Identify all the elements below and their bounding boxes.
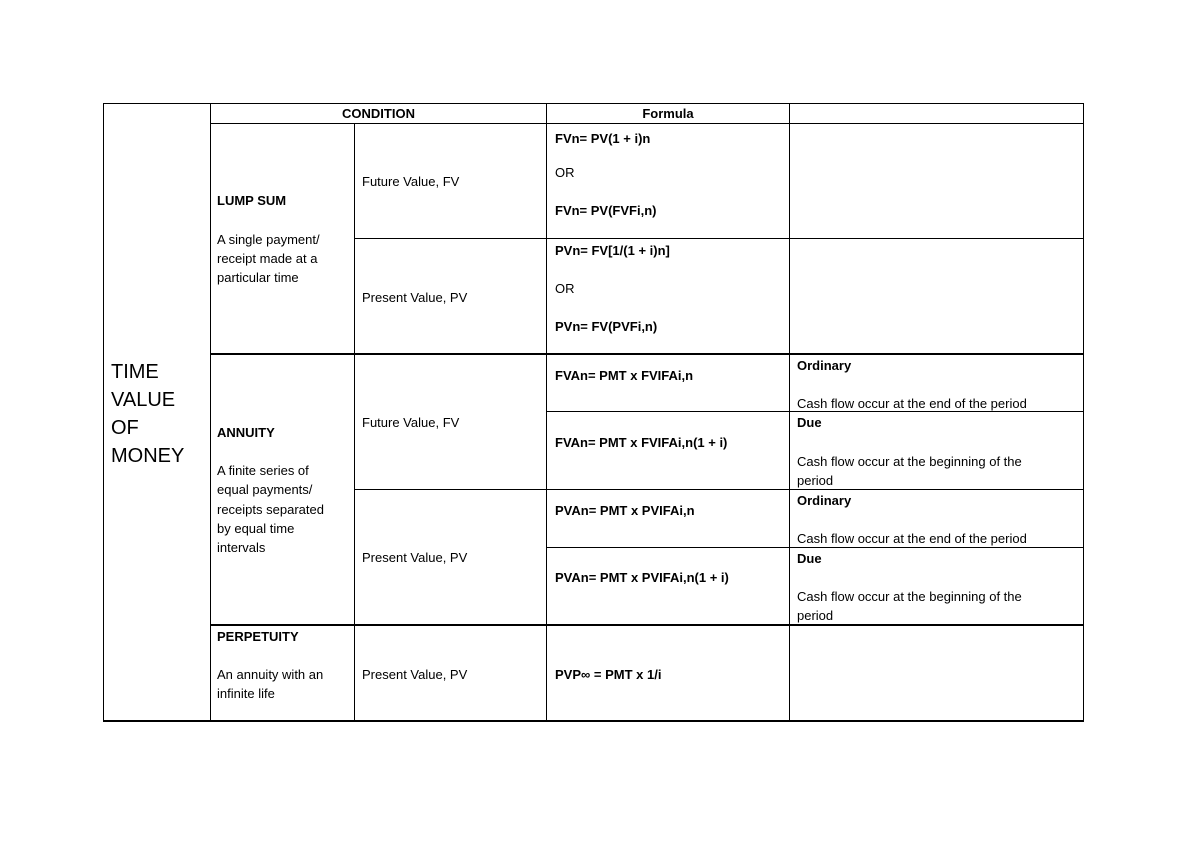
perpetuity-formula: PVP∞ = PMT x 1/i — [555, 667, 662, 682]
annuity-desc-2: equal payments/ — [217, 482, 313, 497]
lump-sum-pv-formula-a: PVn= FV[1/(1 + i)n] — [555, 243, 670, 258]
lump-sum-pv-label: Present Value, PV — [362, 290, 468, 305]
annuity-desc-1: A finite series of — [217, 463, 309, 478]
annuity-title: ANNUITY — [217, 425, 275, 440]
pv-due-desc-2: period — [797, 608, 834, 623]
lump-sum-desc-2: receipt made at a — [217, 251, 318, 266]
pv-ordinary-desc: Cash flow occur at the end of the period — [797, 531, 1027, 546]
perpetuity-desc-2: infinite life — [217, 686, 275, 701]
perpetuity-title: PERPETUITY — [217, 629, 299, 644]
lump-sum-fv-formula-a: FVn= PV(1 + i)n — [555, 131, 651, 146]
lump-sum-fv-label: Future Value, FV — [362, 174, 460, 189]
lump-sum-pv-formula-b: PVn= FV(PVFi,n) — [555, 319, 658, 334]
row-header-line-2: VALUE — [111, 389, 176, 411]
fv-ordinary-desc: Cash flow occur at the end of the period — [797, 396, 1027, 411]
header-formula: Formula — [642, 106, 694, 121]
lump-sum-fv-formula-b: FVn= PV(FVFi,n) — [555, 203, 657, 218]
perpetuity-pv-label: Present Value, PV — [362, 667, 468, 682]
row-header-line-3: OF — [111, 417, 139, 439]
fv-due-desc-1: Cash flow occur at the beginning of the — [797, 454, 1022, 469]
fv-due-title: Due — [797, 415, 822, 430]
pv-ordinary-title: Ordinary — [797, 493, 852, 508]
row-header-line-1: TIME — [111, 361, 159, 383]
pva-due-formula: PVAn= PMT x PVIFAi,n(1 + i) — [555, 570, 729, 585]
lump-sum-title: LUMP SUM — [217, 193, 287, 208]
annuity-desc-5: intervals — [217, 540, 266, 555]
lump-sum-pv-or: OR — [555, 281, 575, 296]
pv-due-title: Due — [797, 551, 822, 566]
lump-sum-desc-1: A single payment/ — [217, 232, 320, 247]
lump-sum-desc-3: particular time — [217, 270, 299, 285]
fva-due-formula: FVAn= PMT x FVIFAi,n(1 + i) — [555, 435, 728, 450]
header-condition: CONDITION — [342, 106, 415, 121]
lump-sum-fv-or: OR — [555, 165, 575, 180]
annuity-fv-label: Future Value, FV — [362, 415, 460, 430]
annuity-desc-4: by equal time — [217, 521, 295, 536]
pva-ordinary-formula: PVAn= PMT x PVIFAi,n — [555, 503, 695, 518]
fva-ordinary-formula: FVAn= PMT x FVIFAi,n — [555, 368, 694, 383]
fv-ordinary-title: Ordinary — [797, 358, 852, 373]
annuity-pv-label: Present Value, PV — [362, 550, 468, 565]
pv-due-desc-1: Cash flow occur at the beginning of the — [797, 589, 1022, 604]
fv-due-desc-2: period — [797, 473, 834, 488]
perpetuity-desc-1: An annuity with an — [217, 667, 324, 682]
row-header-line-4: MONEY — [111, 445, 185, 467]
annuity-desc-3: receipts separated — [217, 502, 324, 517]
